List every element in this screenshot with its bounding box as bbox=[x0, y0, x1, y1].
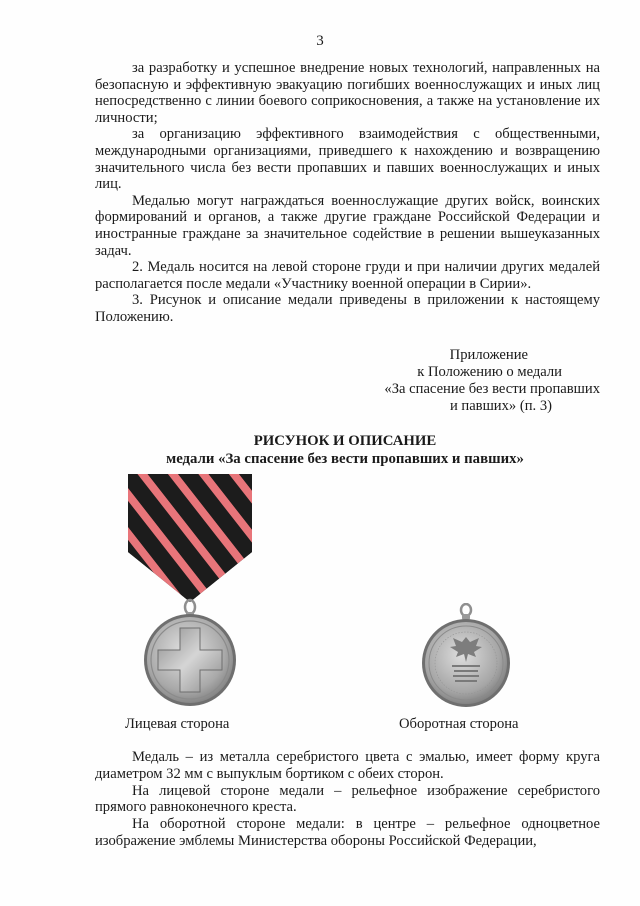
paragraph: 2. Медаль носится на левой стороне груди и при наличии других медалей располагается после медали «Участнику военной операции в Сирии». bbox=[95, 259, 600, 292]
heading-title: РИСУНОК И ОПИСАНИЕ bbox=[253, 433, 437, 449]
section-heading bbox=[0, 433, 640, 468]
appendix-line: и павших» (п. 3) bbox=[449, 398, 552, 414]
appendix-line: Приложение bbox=[449, 347, 528, 363]
description-paragraph: На лицевой стороне медали – рельефное изображение серебристого прямого равноконечного креста. bbox=[95, 782, 600, 816]
appendix-note bbox=[360, 347, 600, 415]
paragraph: за разработку и успешное внедрение новых технологий, направленных на безопасную и эффективную эвакуацию погибших военнослужащих и иных лиц непосредственно с линии боевого соприкосновения, а также на установление их личности; bbox=[95, 60, 600, 126]
medal-description bbox=[95, 749, 600, 850]
caption-obverse: Лицевая сторона bbox=[125, 716, 230, 732]
description-paragraph: Медаль – из металла серебристого цвета с эмалью, имеет форму круга диаметром 32 мм с выпуклым бортиком с обеих сторон. bbox=[95, 749, 600, 782]
paragraph: за организацию эффективного взаимодействия с общественными, международными организациями, приведшего к нахождению и возвращению значительного числа без вести пропавших и павших военнослужащих и иных лиц. bbox=[95, 126, 600, 193]
heading-subtitle: медали «За спасение без вести пропавших и павших» bbox=[166, 450, 524, 467]
medal-reverse-image bbox=[418, 603, 518, 718]
caption-reverse: Оборотная сторона bbox=[399, 716, 519, 732]
medal-reverse-illustration bbox=[418, 603, 518, 713]
paragraph: 3. Рисунок и описание медали приведены в приложении к настоящему Положению. bbox=[95, 292, 600, 325]
medal-obverse-image bbox=[128, 474, 252, 729]
description-paragraph: На оборотной стороне медали: в центре – рельефное одноцветное изображение эмблемы Министерства обороны Российской Федерации, bbox=[95, 816, 600, 849]
appendix-line: «За спасение без вести пропавших bbox=[384, 381, 600, 397]
regulation-text bbox=[95, 60, 600, 326]
paragraph: Медалью могут награждаться военнослужащие других войск, воинских формирований и органов, а также другие граждане Российской Федерации и иностранные граждане за значительное содействие в решении вышеуказанных задач. bbox=[95, 192, 600, 259]
page-number: 3 bbox=[316, 33, 324, 49]
medal-obverse-illustration bbox=[128, 474, 252, 724]
appendix-line: к Положению о медали bbox=[417, 364, 562, 380]
